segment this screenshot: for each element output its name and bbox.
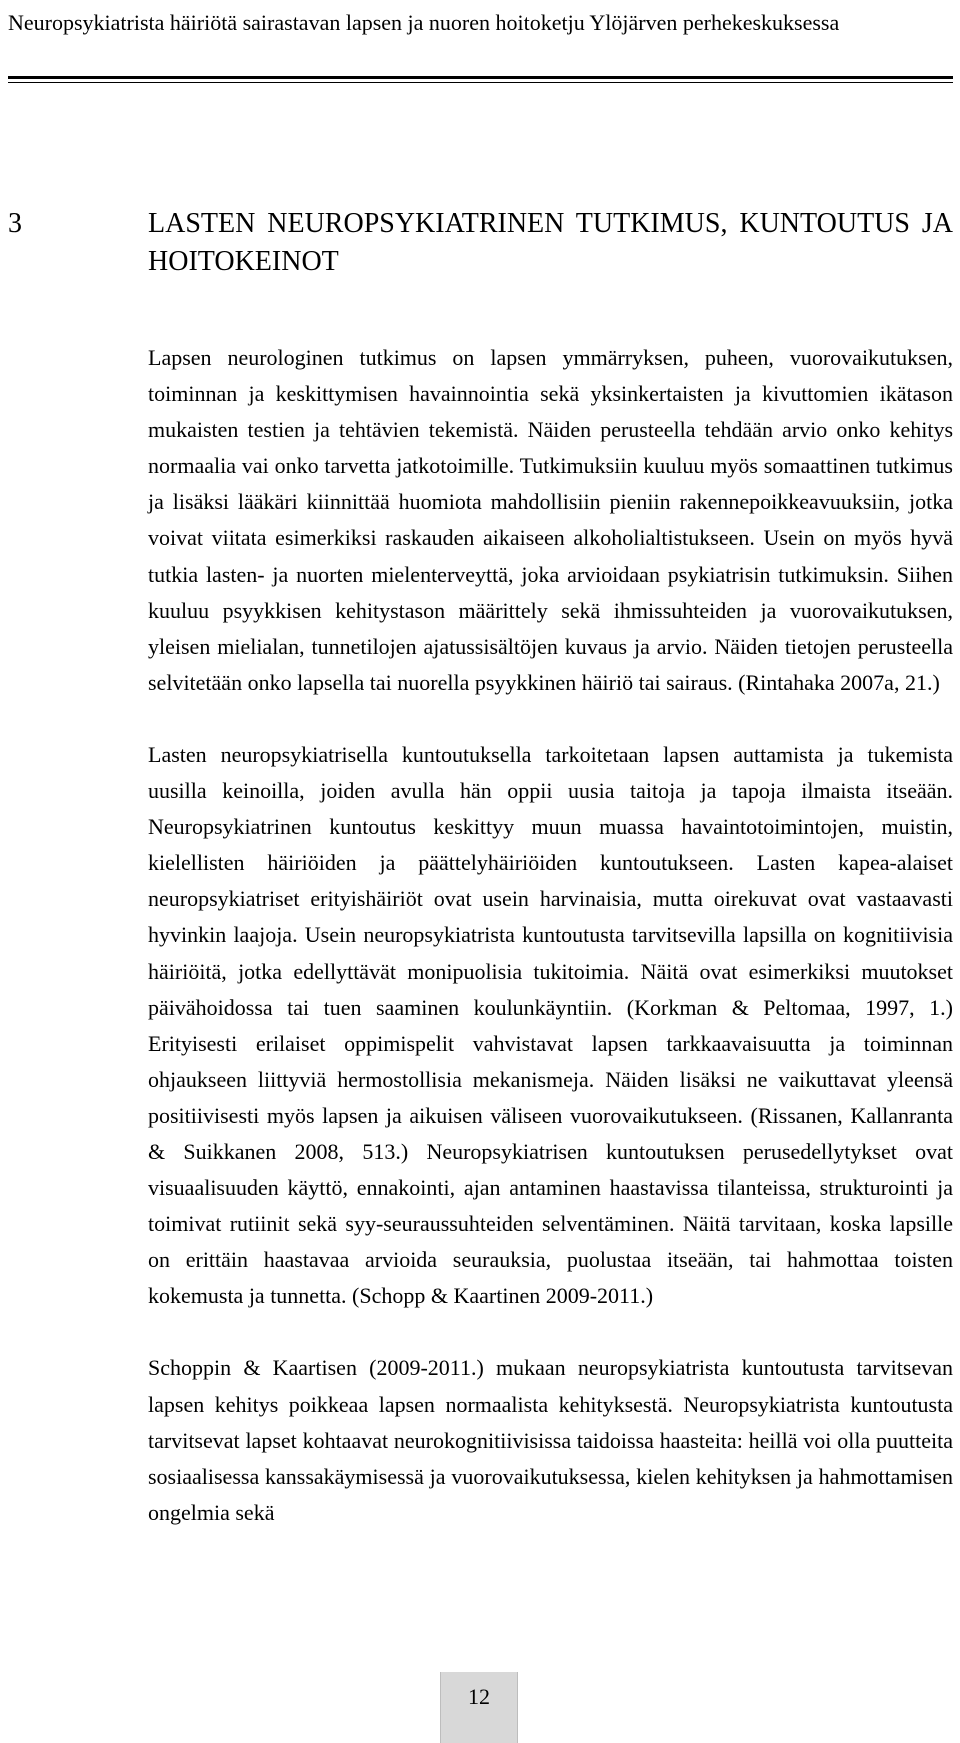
header-rule xyxy=(8,76,953,83)
page-number: 12 xyxy=(468,1684,490,1709)
paragraph: Schoppin & Kaartisen (2009-2011.) mukaan neuropsykiatrista kuntoutusta tarvitsevan lapsen kehitys poikkeaa lapsen normaalista kehityksestä. Neuropsykiatrista kuntoutusta tarvitsevat lapset kohtaavat neurokognitiivisissa taidoissa haasteita: heillä voi olla puutteita sosiaalisessa kanssakäymisessä ja vuorovaikutuksessa, kielen kehityksen ja hahmottamisen ongelmia sekä xyxy=(148,1355,953,1525)
running-header: Neuropsykiatrista häiriötä sairastavan lapsen ja nuoren hoitoketju Ylöjärven perhekeskuksessa xyxy=(8,10,840,35)
paragraph: Lasten neuropsykiatrisella kuntoutuksella tarkoitetaan lapsen auttamista ja tukemista uusilla keinoilla, joiden avulla hän oppii uusia taitoja ja tapoja ilmaista itseään. Neuropsykiatrinen kuntoutus keskittyy muun muassa havaintotoimintojen, muistin, kielellisten häiriöiden ja päättelyhäiriöiden kuntoutukseen. Lasten kapea-alaiset neuropsykiatriset erityishäiriöt ovat usein harvinaisia, mutta oirekuvat ovat vastaavasti hyvinkin laajoja. Usein neuropsykiatrista kuntoutusta tarvitsevilla lapsilla on kognitiivisia häiriöitä, jotka edellyttävät monipuolisia tukitoimia. Näitä ovat esimerkiksi muutokset päivähoidossa tai tuen saaminen koulunkäyntiin. (Korkman & Peltomaa, 1997, 1.) Erityisesti erilaiset oppimispelit vahvistavat lapsen tarkkaavaisuutta ja toiminnan ohjaukseen liittyviä hermostollisia mekanismeja. Näiden lisäksi ne vaikuttavat yleensä positiivisesti myös lapsen ja aikuisen väliseen vuorovaikutukseen. (Rissanen, Kallanranta & Suikkanen 2008, 513.) Neuropsykiatrisen kuntoutuksen perusedellytykset ovat visuaalisuuden käyttö, ennakointi, ajan antaminen haastavissa tilanteissa, strukturointi ja toimivat rutiinit sekä syy-seuraussuhteiden selventäminen. Näitä tarvitaan, koska lapsille on erittäin haastavaa arvioida seurauksia, puolustaa itseään, tai hahmottaa toisten kokemusta ja tunnetta. (Schopp & Kaartinen 2009-2011.) xyxy=(148,741,953,1309)
paragraph: Lapsen neurologinen tutkimus on lapsen ymmärryksen, puheen, vuorovaikutuksen, toiminnan ja keskittymisen havainnointia sekä yksinkertaisten ja kivuttomien ikätason mukaisten testien ja tehtävien tekemistä. Näiden perusteella tehdään arvio onko kehitys normaalia vai onko tarvetta jatkotoimille. Tutkimuksiin kuuluu myös somaattinen tutkimus ja lisäksi lääkäri kiinnittää huomiota mahdollisiin pieniin rakennepoikkeavuuksiin, jotka voivat viitata esimerkiksi raskauden aikaiseen alkoholialtistukseen. Usein on myös hyvä tutkia lasten- ja nuorten mielenterveyttä, joka arvioidaan psykiatrisin tutkimuksin. Siihen kuuluu psyykkisen kehitystason määrittely sekä ihmissuhteiden ja vuorovaikutuksen, yleisen mielialan, tunnetilojen ajatussisältöjen kuvaus ja arvio. Näiden tietojen perusteella selvitetään onko lapsella tai nuorella psyykkinen häiriö tai sairaus. (Rintahaka 2007a, 21.) xyxy=(148,345,953,695)
section-number: 3 xyxy=(8,208,22,239)
section-title: LASTEN NEUROPSYKIATRINEN TUTKIMUS, KUNTOUTUS JA HOITOKEINOT xyxy=(148,208,953,277)
page-number-box xyxy=(440,1672,518,1743)
body-text xyxy=(148,340,953,1567)
